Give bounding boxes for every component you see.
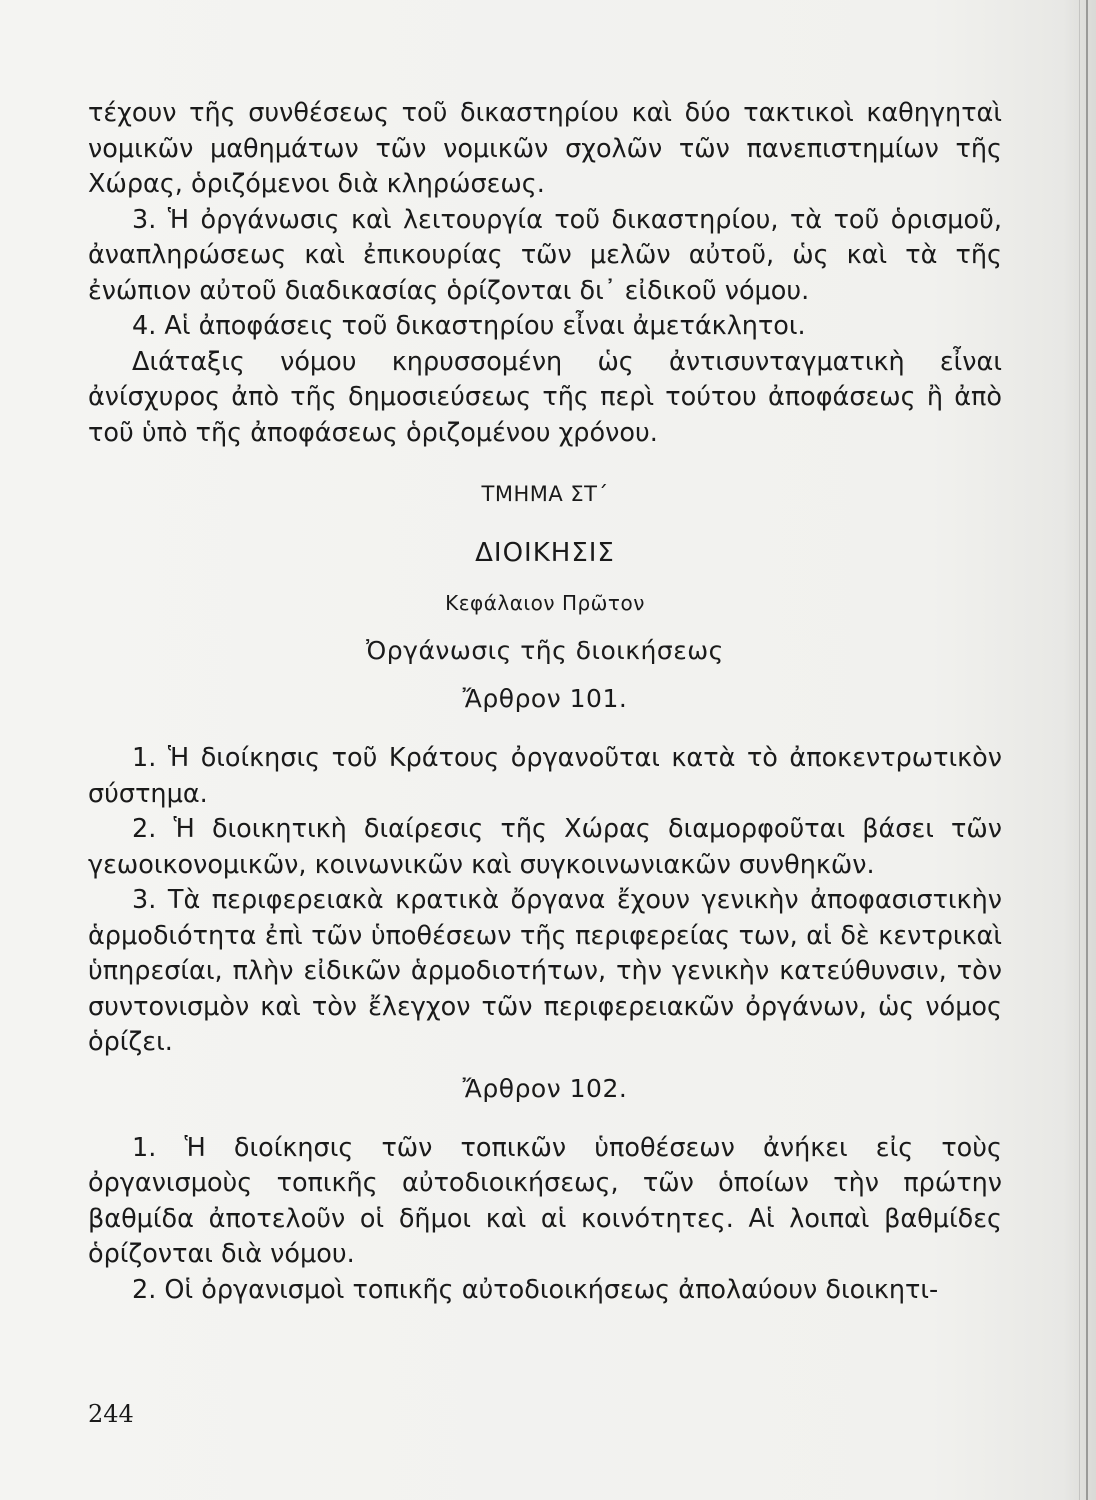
page-text-block	[88, 96, 1002, 1308]
article-102-paragraph-1: 1. Ἡ διοίκησις τῶν τοπικῶν ὑποθέσεων ἀνήκει εἰς τοὺς ὀργανισμοὺς τοπικῆς αὐτοδιοικήσεως, τῶν ὁποίων τὴν πρώτην βαθμίδα ἀποτελοῦν οἱ δῆμοι καὶ αἱ κοινότητες. Αἱ λοιπαὶ βαθμίδες ὁρίζονται διὰ νόμου.	[88, 1132, 1002, 1269]
article-101-paragraph-3: 3. Τὰ περιφερειακὰ κρατικὰ ὄργανα ἔχουν γενικὴν ἀποφασιστικὴν ἁρμοδιότητα ἐπὶ τῶν ὑποθέσεων τῆς περιφερείας των, αἱ δὲ κεντρικαὶ ὑπηρεσίαι, πλὴν εἰδικῶν ἁρμοδιοτήτων, τὴν γενικὴν κατεύθυνσιν, τὸν συντονισμὸν καὶ τὸν ἔλεγχον τῶν περιφερειακῶν ὀργάνων, ὡς νόμος ὁρίζει.	[88, 885, 1002, 1057]
page-number: 244	[88, 1400, 134, 1428]
article-102-title: Ἄρθρον 102.	[462, 1073, 628, 1103]
chapter-heading: Κεφάλαιον Πρῶτον	[445, 591, 645, 615]
article-101-paragraph-2: 2. Ἡ διοικητικὴ διαίρεσις τῆς Χώρας διαμορφοῦται βάσει τῶν γεωοικονομικῶν, κοινωνικῶν καὶ συγκοινωνιακῶν συνθηκῶν.	[88, 814, 1002, 880]
spacer	[88, 719, 1002, 741]
chapter-subtitle: Ὀργάνωσις τῆς διοικήσεως	[366, 636, 724, 665]
page-spine-shadow	[1086, 0, 1088, 1500]
page-spine-line	[1079, 0, 1080, 1500]
article-101-title: Ἄρθρον 101.	[462, 684, 628, 713]
article-101-paragraph-1: 1. Ἡ διοίκησις τοῦ Κράτους ὀργανοῦται κατὰ τὸ ἀποκεντρωτικὸν σύστημα.	[88, 743, 1002, 809]
paragraph-3: 3. Ἡ ὀργάνωσις καὶ λειτουργία τοῦ δικαστηρίου, τὰ τοῦ ὁρισμοῦ, ἀναπληρώσεως καὶ ἐπικουρίας τῶν μελῶν αὐτοῦ, ὡς καὶ τὰ τῆς ἐνώπιον αὐτοῦ διαδικασίας ὁρίζονται δι᾽ εἰδικοῦ νόμου.	[88, 204, 1002, 306]
paragraph-unconstitutional-provision: Διάταξις νόμου κηρυσσομένη ὡς ἀντισυνταγματικὴ εἶναι ἀνίσχυρος ἀπὸ τῆς δημοσιεύσεως τῆς περὶ τούτου ἀποφάσεως ἢ ἀπὸ τοῦ ὑπὸ τῆς ἀποφάσεως ὁριζομένου χρόνου.	[88, 346, 1002, 448]
section-heading: ΤΜΗΜΑ ΣΤ΄	[481, 482, 609, 506]
part-heading: ΔΙΟΙΚΗΣΙΣ	[475, 538, 615, 568]
paragraph-4: 4. Αἱ ἀποφάσεις τοῦ δικαστηρίου εἶναι ἀμετάκλητοι.	[132, 311, 806, 341]
spacer	[88, 1109, 1002, 1131]
paragraph-continuation: τέχουν τῆς συνθέσεως τοῦ δικαστηρίου καὶ δύο τακτικοὶ καθηγηταὶ νομικῶν μαθημάτων τῶν νομικῶν σχολῶν τῶν πανεπιστημίων τῆς Χώρας, ὁριζόμενοι διὰ κληρώσεως.	[88, 98, 1002, 199]
article-102-paragraph-2: 2. Οἱ ὀργανισμοὶ τοπικῆς αὐτοδιοικήσεως ἀπολαύουν διοικητι-	[132, 1274, 939, 1305]
